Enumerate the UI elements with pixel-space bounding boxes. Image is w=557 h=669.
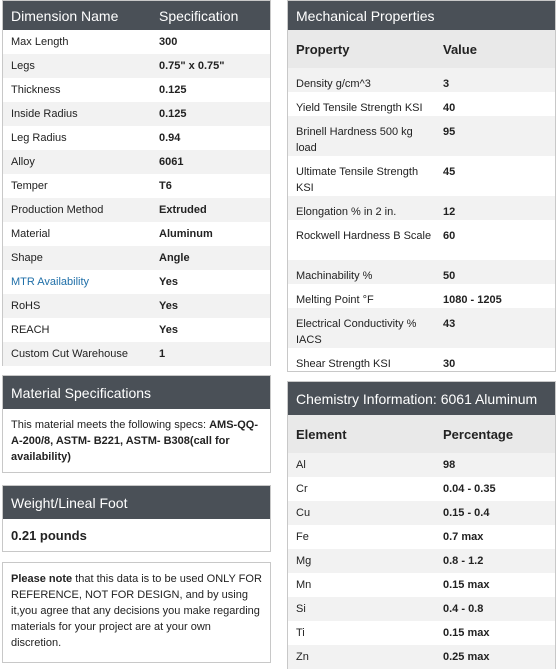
- note-bold-lead: Please note: [11, 573, 73, 585]
- mechanical-row: [288, 156, 555, 196]
- property-value: 30: [443, 358, 456, 370]
- chemistry-row: [288, 453, 555, 477]
- mechanical-row: [288, 196, 555, 220]
- element-percentage: 0.7 max: [443, 531, 484, 543]
- mechanical-column-headers: [288, 30, 555, 68]
- chemistry-row: [288, 645, 555, 669]
- property-name: Brinell Hardness 500 kg load: [296, 126, 413, 154]
- element-symbol: Mg: [296, 555, 312, 567]
- chemistry-row: [288, 597, 555, 621]
- dimension-value: T6: [159, 180, 172, 192]
- dimension-row: [3, 126, 270, 150]
- property-value: 60: [443, 230, 456, 242]
- dimension-table-header: [3, 1, 270, 30]
- specification-header: Specification: [159, 7, 239, 24]
- dimension-row: [3, 318, 270, 342]
- dimension-name: Custom Cut Warehouse: [11, 348, 128, 360]
- dimension-value: Yes: [159, 276, 178, 288]
- dimension-row: [3, 222, 270, 246]
- weight-title-text: Weight/Lineal Foot: [11, 494, 128, 511]
- property-name: Elongation % in 2 in.: [296, 206, 397, 218]
- property-column-header: Property: [296, 41, 350, 57]
- element-percentage: 0.15 max: [443, 627, 490, 639]
- dimension-table: [2, 0, 271, 366]
- dimension-name-header: Dimension Name: [11, 7, 119, 24]
- element-symbol: Cu: [296, 507, 311, 519]
- element-symbol: Ti: [296, 627, 305, 639]
- property-name: Electrical Conductivity % IACS: [296, 318, 417, 346]
- dimension-name: Max Length: [11, 36, 69, 48]
- element-symbol: Al: [296, 459, 306, 471]
- chemistry-row: [288, 477, 555, 501]
- percentage-column-header: Percentage: [443, 426, 514, 442]
- dimension-name: Leg Radius: [11, 132, 67, 144]
- mechanical-row: [288, 308, 555, 348]
- property-name: Rockwell Hardness B Scale: [296, 230, 432, 242]
- property-name: Ultimate Tensile Strength KSI: [296, 166, 419, 194]
- dimension-name: REACH: [11, 324, 50, 336]
- dimension-value: 0.94: [159, 132, 181, 144]
- mechanical-row: [288, 348, 555, 372]
- chemistry-row: [288, 621, 555, 645]
- element-percentage: 0.25 max: [443, 651, 490, 663]
- mechanical-row: [288, 260, 555, 284]
- dimension-value: Extruded: [159, 204, 207, 216]
- element-percentage: 0.15 - 0.4: [443, 507, 490, 519]
- mechanical-properties-panel: [287, 0, 556, 372]
- property-value: 40: [443, 102, 456, 114]
- material-specs-body: [3, 409, 270, 473]
- element-symbol: Mn: [296, 579, 312, 591]
- chemistry-row: [288, 501, 555, 525]
- dimension-value: Yes: [159, 324, 178, 336]
- element-percentage: 0.4 - 0.8: [443, 603, 484, 615]
- reference-note: [3, 563, 270, 659]
- mechanical-title-text: Mechanical Properties: [296, 7, 435, 24]
- dimension-name: Inside Radius: [11, 108, 78, 120]
- dimension-value: 0.75" x 0.75": [159, 60, 225, 72]
- chemistry-panel: [287, 381, 556, 669]
- material-specs-list: AMS-QQ-A-200/8, ASTM- B221, ASTM- B308(call for availability): [11, 419, 258, 463]
- mechanical-row: [288, 68, 555, 92]
- property-name: Density g/cm^3: [296, 78, 371, 90]
- property-name: Machinability %: [296, 270, 373, 282]
- dimension-name: Material: [11, 228, 51, 240]
- dimension-name: Legs: [11, 60, 35, 72]
- chemistry-rows: [288, 453, 555, 669]
- dimension-row: [3, 294, 270, 318]
- dimension-row: [3, 174, 270, 198]
- weight-panel: [2, 485, 271, 552]
- property-name: Melting Point °F: [296, 294, 374, 306]
- element-column-header: Element: [296, 426, 347, 442]
- property-value: 95: [443, 126, 456, 138]
- property-value: 43: [443, 318, 456, 330]
- dimension-row: [3, 270, 270, 294]
- dimension-row: [3, 342, 270, 366]
- mechanical-row: [288, 92, 555, 116]
- property-value: 45: [443, 166, 456, 178]
- dimension-value: Angle: [159, 252, 190, 264]
- material-specs-intro: This material meets the following specs:: [11, 419, 210, 431]
- mechanical-row: [288, 284, 555, 308]
- dimension-value: Yes: [159, 300, 178, 312]
- material-specs-title-text: Material Specifications: [11, 384, 152, 401]
- dimension-row: [3, 102, 270, 126]
- dimension-name: RoHS: [11, 300, 41, 312]
- element-percentage: 0.04 - 0.35: [443, 483, 496, 495]
- element-symbol: Zn: [296, 651, 309, 663]
- chemistry-column-headers: [288, 415, 555, 453]
- chemistry-title-text: Chemistry Information: 6061 Aluminum: [296, 390, 538, 407]
- property-value: 1080 - 1205: [443, 294, 502, 306]
- dimension-name: Alloy: [11, 156, 35, 168]
- mechanical-rows: [288, 68, 555, 372]
- dimension-name: Shape: [11, 252, 43, 264]
- property-value: 12: [443, 206, 456, 218]
- element-symbol: Fe: [296, 531, 309, 543]
- mechanical-properties-title: [288, 1, 555, 30]
- property-name: Shear Strength KSI: [296, 358, 391, 370]
- weight-value: 0.21 pounds: [11, 528, 87, 543]
- dimension-value: Aluminum: [159, 228, 213, 240]
- chemistry-row: [288, 525, 555, 549]
- element-percentage: 0.8 - 1.2: [443, 555, 484, 567]
- dimension-name: Temper: [11, 180, 48, 192]
- dimension-row: [3, 30, 270, 54]
- chemistry-title: [288, 382, 555, 415]
- dimension-value: 0.125: [159, 84, 187, 96]
- dimension-row: [3, 198, 270, 222]
- mechanical-row: [288, 220, 555, 260]
- element-percentage: 0.15 max: [443, 579, 490, 591]
- dimension-row: [3, 54, 270, 78]
- mtr-availability-link[interactable]: MTR Availability: [11, 276, 90, 288]
- note-text: that this data is to be used ONLY FOR REFERENCE, NOT FOR DESIGN, and by using it,you agree that any decisions you make regarding materials for your project are at your own discretion.: [11, 573, 262, 649]
- chemistry-row: [288, 573, 555, 597]
- element-percentage: 98: [443, 459, 456, 471]
- material-specifications-title: [3, 376, 270, 409]
- element-symbol: Si: [296, 603, 306, 615]
- property-value: 3: [443, 78, 450, 90]
- dimension-value: 300: [159, 36, 178, 48]
- reference-note-panel: [2, 562, 271, 663]
- material-specifications-panel: [2, 375, 271, 473]
- property-value: 50: [443, 270, 456, 282]
- dimension-value: 0.125: [159, 108, 187, 120]
- chemistry-row: [288, 549, 555, 573]
- value-column-header: Value: [443, 41, 477, 57]
- weight-title: [3, 486, 270, 519]
- dimension-name: Thickness: [11, 84, 61, 96]
- element-symbol: Cr: [296, 483, 308, 495]
- mechanical-row: [288, 116, 555, 156]
- dimension-row: [3, 150, 270, 174]
- property-name: Yield Tensile Strength KSI: [296, 102, 423, 114]
- dimension-value: 1: [159, 348, 166, 360]
- dimension-rows: [3, 30, 270, 366]
- dimension-row: [3, 246, 270, 270]
- dimension-row: [3, 78, 270, 102]
- dimension-name: Production Method: [11, 204, 104, 216]
- dimension-value: 6061: [159, 156, 184, 168]
